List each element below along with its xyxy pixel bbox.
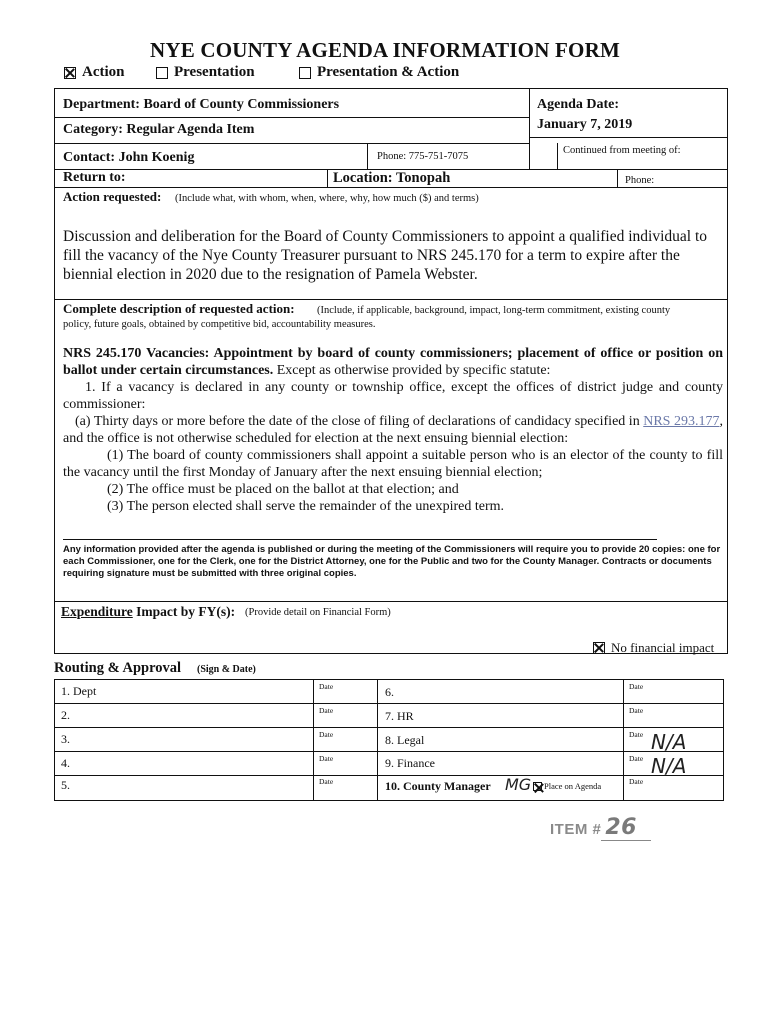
divider (55, 117, 529, 118)
routing-county-manager: 10. County Manager (385, 779, 491, 793)
nrs-clause-1: 1. If a vacancy is declared in any county or township office, except the offices of district judge and county commissioner: (63, 380, 723, 412)
return-to-field: Return to: (63, 170, 126, 185)
option-presentation-action-label: Presentation & Action (317, 64, 460, 80)
notice-rule (63, 539, 657, 540)
nrs-heading-tail: Except as otherwise provided by specific statute: (273, 363, 551, 378)
no-financial-impact-label: No financial impact (611, 640, 715, 655)
location-field: Location: Tonopah (333, 170, 451, 186)
place-on-agenda-option[interactable] (533, 781, 601, 791)
divider (55, 601, 727, 602)
col-divider (623, 680, 624, 800)
divider (557, 143, 558, 169)
divider (55, 299, 727, 300)
contact-phone: Phone: 775-751-7075 (377, 151, 469, 162)
checked-box-icon[interactable] (533, 782, 542, 791)
complete-description-hint-2: policy, future goals, obtained by competitive bid, accountability measures. (63, 319, 376, 330)
nrs-heading-bold: NRS 245.170 Vacancies: Appointment by board of county commissioners; placement of office or position on ballot under certain circumstances. (63, 346, 723, 378)
form-title: NYE COUNTY AGENDA INFORMATION FORM (150, 38, 620, 62)
checked-box-icon[interactable] (64, 67, 76, 79)
divider (617, 169, 618, 187)
date-label: Date (629, 706, 644, 715)
routing-6: 6. (385, 685, 394, 699)
routing-table (54, 679, 724, 801)
action-requested-hint: (Include what, with whom, when, where, why, how much ($) and terms) (175, 193, 479, 204)
routing-4: 4. (61, 756, 70, 770)
routing-approval-hint: (Sign & Date) (197, 664, 256, 675)
manager-initials-handwriting: MG (505, 775, 532, 794)
agenda-date-label: Agenda Date: (537, 97, 620, 112)
expenditure-word: Expenditure (61, 604, 133, 619)
checked-box-icon[interactable] (593, 642, 605, 654)
routing-hr: 7. HR (385, 709, 414, 723)
divider (55, 143, 529, 144)
routing-3: 3. (61, 732, 70, 746)
nrs-clause-a1: (1) The board of county commissioners shall appoint a suitable person who is an elector of the county to fill the vacancy until the first Monday of January after the next ensuing biennial election; (63, 448, 723, 480)
option-presentation-action[interactable] (299, 64, 459, 81)
nrs-clause-a3: (3) The person elected shall serve the remainder of the unexpired term. (107, 499, 505, 514)
contact-field: Contact: John Koenig (63, 150, 195, 165)
divider (529, 137, 727, 138)
date-label: Date (319, 706, 334, 715)
col-divider (377, 680, 378, 800)
action-requested-text: Discussion and deliberation for the Board of County Commissioners to appoint a qualified individual to fill the vacancy of the Nye County Treasurer pursuant to NRS 245.170 for a term to expire after the biennial election in 2020 due to the resignation of Pamela Webster. (63, 228, 708, 283)
checkbox-icon[interactable] (156, 67, 168, 79)
nrs-heading (63, 345, 723, 379)
nrs-clause-a2: (2) The office must be placed on the ballot at that election; and (107, 482, 459, 497)
date-label: Date (629, 682, 644, 691)
expenditure-rest: Impact by FY(s): (132, 604, 236, 619)
routing-finance: 9. Finance (385, 756, 435, 770)
date-label: Date (319, 777, 334, 786)
department-field: Department: Board of County Commissioners (63, 97, 340, 112)
date-label: Date (319, 730, 334, 739)
option-action-label: Action (82, 64, 125, 80)
option-presentation-label: Presentation (174, 64, 255, 80)
expenditure-label (61, 604, 235, 620)
routing-5: 5. (61, 778, 70, 792)
routing-legal: 8. Legal (385, 733, 425, 747)
date-label: Date (319, 682, 334, 691)
routing-2: 2. (61, 708, 70, 722)
legal-na-handwriting: N/A (651, 730, 687, 754)
complete-description-hint: (Include, if applicable, background, impact, long-term commitment, existing county (317, 305, 671, 316)
checkbox-icon[interactable] (299, 67, 311, 79)
form-type-options (64, 64, 459, 81)
routing-dept: 1. Dept (61, 684, 97, 698)
date-label: Date (629, 754, 644, 763)
return-phone-field: Phone: (625, 175, 655, 186)
divider (367, 143, 368, 169)
complete-description-label: Complete description of requested action: (63, 301, 295, 316)
expenditure-hint: (Provide detail on Financial Form) (245, 607, 391, 618)
divider (55, 187, 727, 188)
item-number-stamp (550, 815, 651, 840)
action-requested-label: Action requested: (63, 189, 162, 204)
nrs-clause-a-text: (a) Thirty days or more before the date of the close of filing of declarations of candidacy specified in (75, 414, 644, 429)
date-label: Date (629, 730, 644, 739)
agenda-date-value: January 7, 2019 (537, 117, 633, 132)
nrs-293-177-link[interactable]: NRS 293.177 (643, 414, 720, 429)
form-frame (54, 88, 728, 654)
finance-na-handwriting: N/A (651, 754, 687, 778)
nrs-clause-a (63, 413, 723, 447)
routing-approval-label: Routing & Approval (54, 660, 182, 676)
continued-from-field: Continued from meeting of: (563, 145, 681, 156)
item-number-handwriting: 26 (601, 815, 651, 841)
item-label: ITEM # (550, 821, 602, 838)
date-label: Date (319, 754, 334, 763)
col-divider (313, 680, 314, 800)
divider (327, 169, 328, 187)
category-field: Category: Regular Agenda Item (63, 122, 255, 137)
option-presentation[interactable] (156, 64, 299, 81)
copies-notice: Any information provided after the agenda is published or during the meeting of the Commissioners will require you to provide 20 copies: one for each Commissioner, one for the Clerk, one for the District Attorney, one for the Public and two for the County Manager. Contracts or documents requiring signature must be submitted with three original copies. (63, 544, 721, 579)
divider (529, 89, 530, 169)
place-on-agenda-label: Place on Agenda (544, 781, 602, 791)
no-financial-impact-option[interactable] (593, 640, 714, 656)
nrs-clause-a-tail: , and the office is not otherwise scheduled for election at the next ensuing biennial election: (63, 414, 723, 446)
date-label: Date (629, 777, 644, 786)
option-action[interactable] (64, 64, 156, 81)
